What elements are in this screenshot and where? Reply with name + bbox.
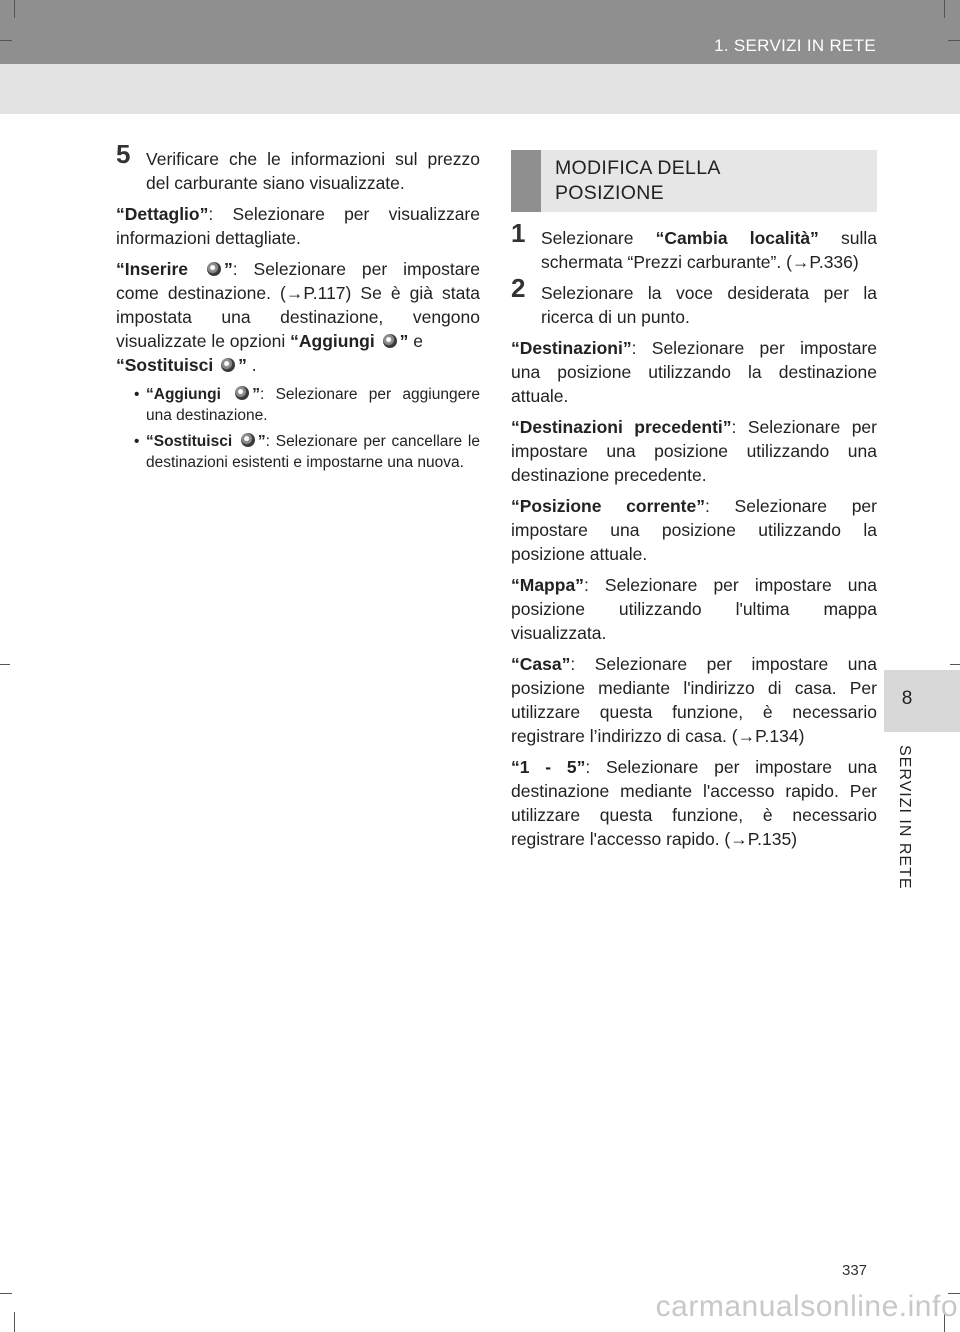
left-column (116, 139, 481, 478)
step-number: 5 (116, 139, 131, 169)
destination-icon (207, 262, 221, 276)
crop-mark (950, 664, 960, 665)
section-heading: MODIFICA DELLA POSIZIONE (555, 157, 721, 204)
paragraph-dettaglio: “Dettaglio”: Selezionare per visualizzare informazioni dettagliate. (116, 204, 480, 248)
option-label: “Aggiungi (290, 331, 375, 351)
option-label: “Inserire (116, 259, 188, 279)
option-label: “Sostituisci (146, 433, 233, 450)
list-item: • “Aggiungi ”: Selezionare per aggiungere una destinazione. (134, 386, 481, 424)
section-header-title: 1. SERVIZI IN RETE (714, 36, 876, 55)
destination-icon (383, 334, 397, 348)
chapter-number: 8 (901, 688, 913, 709)
option-posizione-corrente: “Posizione corrente”: Selezionare per impostare una posizione utilizzando la posizione attuale. (511, 496, 877, 564)
step-1: 1 Selezionare “Cambia località” sulla schermata “Prezzi carburante”. (→P.336) (511, 218, 877, 272)
option-casa: “Casa”: Selezionare per impostare una posizione mediante l'indirizzo di casa. Per utilizzare questa funzione, è necessario registrare l’indirizzo di casa. (→P.134) (511, 654, 877, 746)
step-text: Verificare che le informazioni sul prezzo del carburante siano visualizzate. (146, 149, 480, 193)
list-item: • “Sostituisci ”: Selezionare per cancellare le destinazioni esistenti e impostarne una nuova. (134, 433, 480, 471)
option-label: “Sostituisci (116, 355, 214, 375)
crop-mark (944, 0, 945, 18)
watermark: carmanualsonline.info (655, 1290, 958, 1323)
bullet-list (116, 384, 480, 473)
option-label: “Cambia località” (655, 228, 819, 248)
step-2: 2 Selezionare la voce desiderata per la ricerca di un punto. (511, 273, 877, 327)
step-number: 2 (511, 273, 526, 303)
destination-icon (221, 358, 235, 372)
destination-icon (241, 433, 255, 447)
header-subband (0, 64, 960, 114)
option-destinazioni: “Destinazioni”: Selezionare per impostare una posizione utilizzando la destinazione attuale. (511, 338, 877, 406)
crop-mark (0, 40, 12, 41)
crop-mark (948, 40, 960, 41)
option-destinazioni-precedenti: “Destinazioni precedenti”: Selezionare per impostare una posizione utilizzando una destinazione precedente. (511, 417, 877, 485)
chapter-tab (884, 670, 960, 732)
right-column (511, 150, 877, 858)
step-number: 1 (511, 218, 526, 248)
crop-mark (14, 0, 15, 18)
paragraph-inserire: “Inserire ”: Selezionare per impostare come destinazione. (→P.117) Se è già stata impostata una destinazione, vengono visualizzate le opzioni “Aggiungi ” e “Sostituisci ” . (116, 259, 480, 375)
section-heading-box (511, 150, 877, 212)
option-label: “Dettaglio” (116, 204, 209, 224)
chapter-label: SERVIZI IN RETE (896, 745, 913, 890)
option-1-5: “1 - 5”: Selezionare per impostare una destinazione mediante l'accesso rapido. Per utilizzare questa funzione, è necessario registrare l'accesso rapido. (→P.135) (511, 757, 877, 849)
destination-icon (235, 386, 249, 400)
step-5 (116, 139, 480, 195)
option-mappa: “Mappa”: Selezionare per impostare una posizione utilizzando l'ultima mappa visualizzata. (511, 575, 877, 643)
option-label: “Aggiungi (146, 386, 221, 403)
section-heading-bar (511, 150, 541, 212)
page-number: 337 (842, 1262, 868, 1279)
crop-mark (0, 664, 10, 665)
